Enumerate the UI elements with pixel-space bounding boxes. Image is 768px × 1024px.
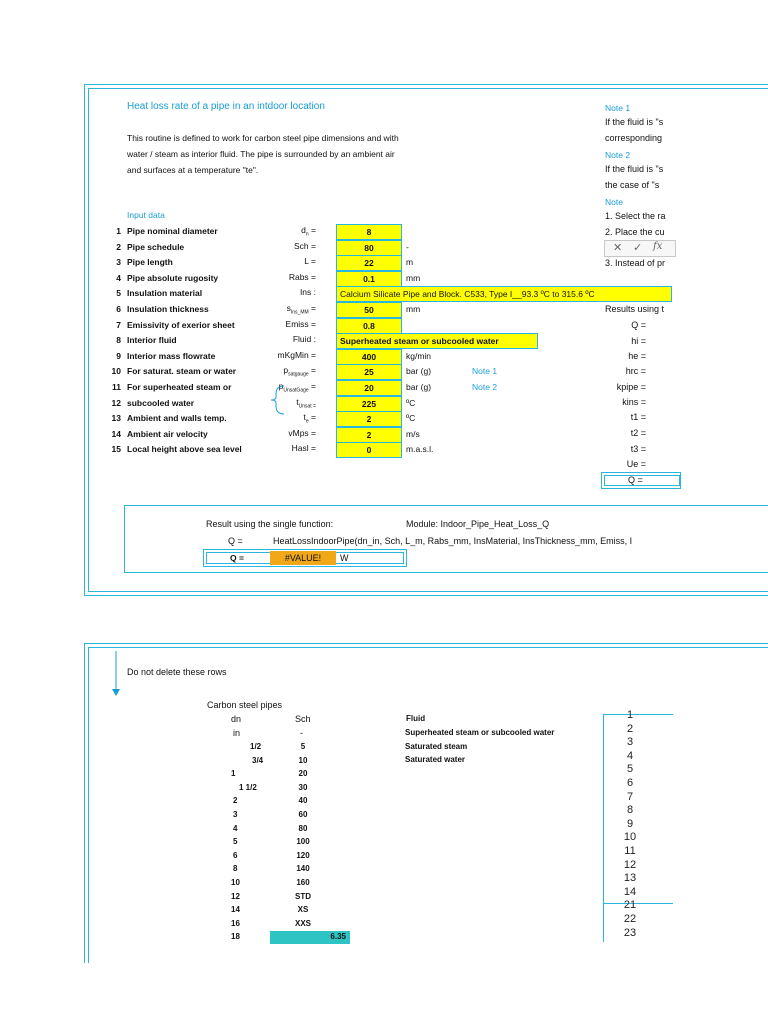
formula-bar-fragment bbox=[604, 240, 676, 257]
input-value[interactable]: 80 bbox=[336, 240, 402, 256]
do-not-delete-note: Do not delete these rows bbox=[127, 667, 227, 677]
sch-value: 120 bbox=[296, 850, 310, 860]
input-value[interactable]: 2 bbox=[336, 411, 402, 427]
input-value[interactable]: 400 bbox=[336, 349, 402, 365]
single-result-unit: W bbox=[340, 553, 349, 563]
row-label: Pipe nominal diameter bbox=[127, 226, 218, 236]
row-symbol: mKgMin = bbox=[277, 350, 316, 360]
final-q-label: Q = bbox=[628, 475, 643, 485]
result-label: t3 = bbox=[630, 444, 646, 454]
input-value[interactable]: 0.8 bbox=[336, 318, 402, 334]
description-line-1: This routine is defined to work for carbon steel pipe dimensions and with bbox=[127, 133, 399, 143]
fluid-option: Saturated water bbox=[405, 755, 466, 765]
highlight-cell[interactable]: 6.35 bbox=[270, 931, 350, 944]
index-number: 21 bbox=[623, 899, 637, 912]
sch-value: 10 bbox=[298, 755, 308, 765]
row-label: Emissivity of exerior sheet bbox=[127, 320, 235, 330]
row-unit: mm bbox=[406, 273, 421, 283]
row-symbol: Rabs = bbox=[288, 272, 316, 282]
row-number: 1 bbox=[116, 226, 121, 236]
result-label: t1 = bbox=[630, 412, 646, 422]
index-border-left bbox=[603, 714, 604, 942]
function-icon[interactable]: fx bbox=[653, 241, 663, 252]
row-label: Pipe schedule bbox=[127, 242, 185, 252]
row-unit: mm bbox=[406, 304, 421, 314]
row-label: Insulation thickness bbox=[127, 304, 209, 314]
index-number: 23 bbox=[623, 926, 637, 939]
row-label: For superheated steam or bbox=[127, 382, 232, 392]
row-number: 2 bbox=[116, 242, 121, 252]
row-symbol: $t_e$ = bbox=[303, 412, 316, 425]
result-label: Ue = bbox=[626, 459, 646, 469]
row-label: Local height above sea level bbox=[127, 444, 242, 454]
formula-text: HeatLossIndoorPipe(dn_in, Sch, L_m, Rabs_mm, InsMaterial, InsThickness_mm, Emiss, I bbox=[273, 536, 633, 546]
dn-value: 14 bbox=[231, 905, 240, 915]
dn-value: 12 bbox=[231, 891, 240, 901]
sch-value: XXS bbox=[294, 918, 311, 928]
dn-value: 6 bbox=[233, 850, 238, 860]
dn-value: 5 bbox=[233, 837, 238, 847]
single-result-label: Q = bbox=[230, 553, 244, 563]
row-symbol: $t_{Unsat =}$ bbox=[296, 397, 316, 410]
row-label: Insulation material bbox=[127, 288, 203, 298]
index-number: 8 bbox=[626, 804, 634, 817]
dn-unit: in bbox=[233, 728, 241, 738]
results-title: Results using t bbox=[605, 304, 665, 314]
row-unit: m/s bbox=[406, 429, 420, 439]
index-number: 14 bbox=[623, 885, 637, 898]
note-line-3: 3. Instead of pr bbox=[605, 258, 666, 268]
input-value[interactable]: 8 bbox=[336, 224, 402, 240]
index-number: 6 bbox=[626, 777, 634, 789]
note1-line-1: If the fluid is "s bbox=[605, 117, 664, 127]
input-value[interactable]: Calcium Silicate Pipe and Block. C533, Type I__93.3 ºC to 315.6 ºC bbox=[336, 286, 672, 302]
index-number: 10 bbox=[623, 831, 637, 844]
sch-value: 80 bbox=[298, 823, 308, 833]
sch-unit: - bbox=[300, 728, 303, 738]
index-number: 12 bbox=[623, 858, 637, 871]
note1-title: Note 1 bbox=[605, 103, 631, 113]
index-number: 11 bbox=[624, 845, 636, 857]
dn-value: 16 bbox=[231, 918, 240, 928]
row-number: 12 bbox=[111, 398, 121, 408]
sheet-title: Heat loss rate of a pipe in an intdoor location bbox=[127, 101, 325, 112]
description-line-2: water / steam as interior fluid. The pipe is surrounded by an ambient air bbox=[127, 149, 395, 159]
dn-value: 18 bbox=[231, 932, 240, 942]
input-value[interactable]: 0.1 bbox=[336, 271, 402, 287]
row-number: 3 bbox=[116, 257, 121, 267]
row-number: 9 bbox=[116, 351, 121, 361]
sch-value: STD bbox=[295, 891, 311, 901]
row-symbol: Emiss = bbox=[285, 319, 316, 329]
input-data-header: Input data bbox=[127, 210, 165, 220]
result-label: he = bbox=[628, 351, 646, 361]
row-symbol: $p_{satgauge}$ = bbox=[283, 365, 316, 378]
note-title: Note bbox=[605, 197, 623, 207]
note2-line-2: the case of "s bbox=[605, 180, 660, 190]
row-label: Ambient air velocity bbox=[127, 429, 208, 439]
dn-value: 1 bbox=[231, 769, 236, 779]
row-number: 11 bbox=[112, 382, 121, 392]
result-label: hrc = bbox=[625, 366, 646, 376]
row-symbol: $s_{Ins\_MM}$ = bbox=[286, 303, 316, 316]
row-symbol: Ins : bbox=[299, 287, 316, 297]
row-unit: kg/min bbox=[406, 351, 432, 361]
input-value[interactable]: 50 bbox=[336, 302, 402, 318]
row-unit: ºC bbox=[406, 413, 416, 423]
sch-value: 30 bbox=[298, 782, 308, 792]
index-number: 2 bbox=[626, 722, 634, 735]
input-value[interactable]: 0 bbox=[336, 442, 402, 458]
row-note-link[interactable]: Note 1 bbox=[472, 366, 498, 376]
result-label: hi = bbox=[631, 336, 646, 346]
fluid-option: Superheated steam or subcooled water bbox=[405, 728, 555, 737]
row-symbol: Fluid : bbox=[292, 334, 316, 344]
row-label: For saturat. steam or water bbox=[127, 366, 237, 376]
index-number: 9 bbox=[626, 817, 634, 830]
module-name: Module: Indoor_Pipe_Heat_Loss_Q bbox=[406, 519, 550, 529]
confirm-icon[interactable]: ✓ bbox=[633, 242, 643, 254]
index-number: 7 bbox=[626, 790, 634, 803]
row-number: 5 bbox=[116, 288, 121, 298]
dn-value: 3/4 bbox=[252, 755, 264, 765]
cancel-icon[interactable]: ✕ bbox=[613, 242, 623, 254]
lookup-frame bbox=[84, 643, 768, 963]
row-number: 10 bbox=[111, 366, 121, 376]
sch-value: 140 bbox=[296, 864, 310, 874]
row-unit: - bbox=[406, 242, 409, 252]
input-value[interactable]: Superheated steam or subcooled water bbox=[336, 333, 538, 349]
row-symbol: $p_{UnsatGage}$ = bbox=[278, 381, 316, 394]
input-value[interactable]: 20 bbox=[336, 380, 402, 396]
input-value[interactable]: 2 bbox=[336, 427, 402, 443]
sch-value: 60 bbox=[298, 810, 308, 819]
note1-line-2: corresponding bbox=[605, 133, 663, 143]
row-symbol: Hasl = bbox=[291, 443, 316, 453]
row-label: subcooled water bbox=[127, 398, 195, 408]
row-label: Ambient and walls temp. bbox=[127, 413, 227, 423]
row-number: 14 bbox=[111, 429, 121, 439]
index-number: 4 bbox=[626, 749, 634, 762]
dn-value: 1 1/2 bbox=[239, 782, 257, 792]
row-unit: m bbox=[406, 257, 414, 267]
row-symbol: vMps = bbox=[288, 428, 316, 438]
result-label: t2 = bbox=[630, 428, 646, 438]
bracket-icon bbox=[268, 384, 288, 416]
row-note-link[interactable]: Note 2 bbox=[472, 382, 498, 392]
sch-value: 100 bbox=[296, 837, 310, 847]
row-label: Interior fluid bbox=[127, 335, 177, 345]
index-number: 5 bbox=[626, 763, 634, 776]
sch-value: 5 bbox=[300, 742, 306, 751]
carbon-steel-title: Carbon steel pipes bbox=[207, 700, 283, 710]
sch-value: 40 bbox=[298, 796, 308, 806]
result-label: kins = bbox=[622, 397, 646, 407]
note-line-2: 2. Place the cu bbox=[605, 227, 665, 237]
col-sch-header: Sch bbox=[295, 714, 311, 724]
dn-value: 2 bbox=[233, 796, 238, 806]
arrow-down-icon bbox=[110, 651, 122, 697]
index-number: 13 bbox=[623, 872, 637, 885]
fluid-header: Fluid bbox=[406, 714, 426, 723]
note2-title: Note 2 bbox=[605, 150, 631, 160]
dn-value: 8 bbox=[233, 864, 238, 874]
dn-value: 3 bbox=[233, 810, 238, 819]
row-number: 6 bbox=[116, 304, 121, 314]
row-number: 8 bbox=[116, 335, 121, 345]
dn-value: 10 bbox=[231, 878, 240, 887]
description-line-3: and surfaces at a temperature "te". bbox=[127, 165, 259, 175]
input-value[interactable]: 225 bbox=[336, 396, 402, 412]
result-label: Q = bbox=[631, 320, 646, 330]
sch-value: XS bbox=[297, 905, 309, 915]
row-label: Interior mass flowrate bbox=[127, 351, 216, 361]
dn-value: 1/2 bbox=[250, 742, 262, 751]
row-symbol: Sch = bbox=[294, 241, 316, 251]
final-q-box bbox=[601, 472, 681, 489]
row-unit: bar (g) bbox=[406, 382, 432, 392]
row-number: 4 bbox=[116, 273, 121, 283]
row-unit: m.a.s.l. bbox=[406, 444, 434, 454]
row-number: 7 bbox=[116, 320, 121, 330]
result-label: kpipe = bbox=[616, 382, 646, 392]
sch-value: 20 bbox=[298, 769, 308, 779]
formula-q-label: Q = bbox=[228, 536, 243, 546]
single-function-heading: Result using the single function: bbox=[206, 519, 334, 529]
single-result-value[interactable]: #VALUE! bbox=[270, 551, 336, 565]
row-number: 15 bbox=[111, 444, 121, 454]
row-number: 13 bbox=[111, 413, 121, 423]
note2-line-1: If the fluid is "s bbox=[605, 164, 664, 174]
index-number: 1 bbox=[626, 709, 634, 721]
row-label: Pipe absolute rugosity bbox=[127, 273, 219, 283]
fluid-option: Saturated steam bbox=[405, 741, 468, 751]
input-value[interactable]: 22 bbox=[336, 255, 402, 271]
row-unit: ºC bbox=[406, 398, 416, 408]
sch-value: 160 bbox=[296, 878, 310, 887]
input-value[interactable]: 25 bbox=[336, 364, 402, 380]
row-symbol: L = bbox=[304, 256, 316, 266]
row-label: Pipe length bbox=[127, 257, 173, 267]
index-number: 22 bbox=[623, 913, 637, 925]
row-symbol: $d_n$ = bbox=[301, 225, 316, 238]
dn-value: 4 bbox=[233, 823, 238, 833]
index-number: 3 bbox=[626, 736, 634, 749]
col-dn-header: dn bbox=[231, 714, 242, 724]
row-unit: bar (g) bbox=[406, 366, 432, 376]
note-line-1: 1. Select the ra bbox=[605, 211, 666, 221]
